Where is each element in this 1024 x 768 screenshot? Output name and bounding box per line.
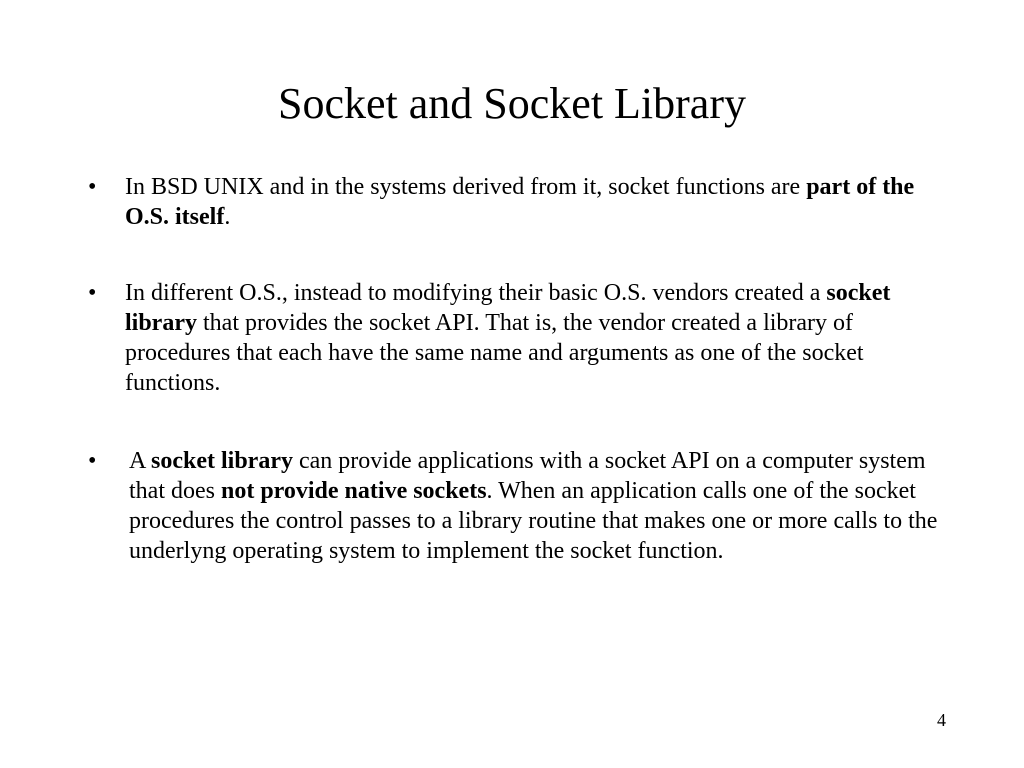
bullet-text-emphasis: part of the O.S. itself [125, 174, 915, 230]
bullet-text [125, 278, 940, 398]
bullet-text-emphasis: socket library [151, 448, 293, 474]
bullet-text-part: A [129, 448, 152, 474]
bullet-marker: • [88, 174, 97, 200]
bullet-text [125, 172, 955, 232]
bullet-text-part: In BSD UNIX and in the systems derived from it, socket functions are [125, 174, 807, 200]
bullet-marker: • [88, 448, 97, 474]
page-number: 4 [937, 710, 946, 730]
bullet-text-part: . [224, 204, 231, 230]
bullet-text-part: In different O.S., instead to modifying their basic O.S. vendors created a [125, 280, 827, 306]
bullet-marker: • [88, 280, 97, 306]
bullet-text-emphasis: socket library [125, 280, 891, 336]
bullet-text-part: can provide applications with a socket API on a computer system that does [129, 448, 926, 504]
bullet-text-part: . When an application calls one of the socket procedures the control passes to a library routine that makes one or more calls to the underlyng operating system to implement the socket function. [129, 478, 938, 564]
bullet-text-part: that provides the socket API. That is, the vendor created a library of procedures that each have the same name and arguments as one of the socket functions. [125, 310, 864, 396]
slide-title: Socket and Socket Library [278, 79, 746, 128]
bullet-text-emphasis: not provide native sockets [220, 478, 487, 504]
bullet-text [129, 446, 944, 566]
